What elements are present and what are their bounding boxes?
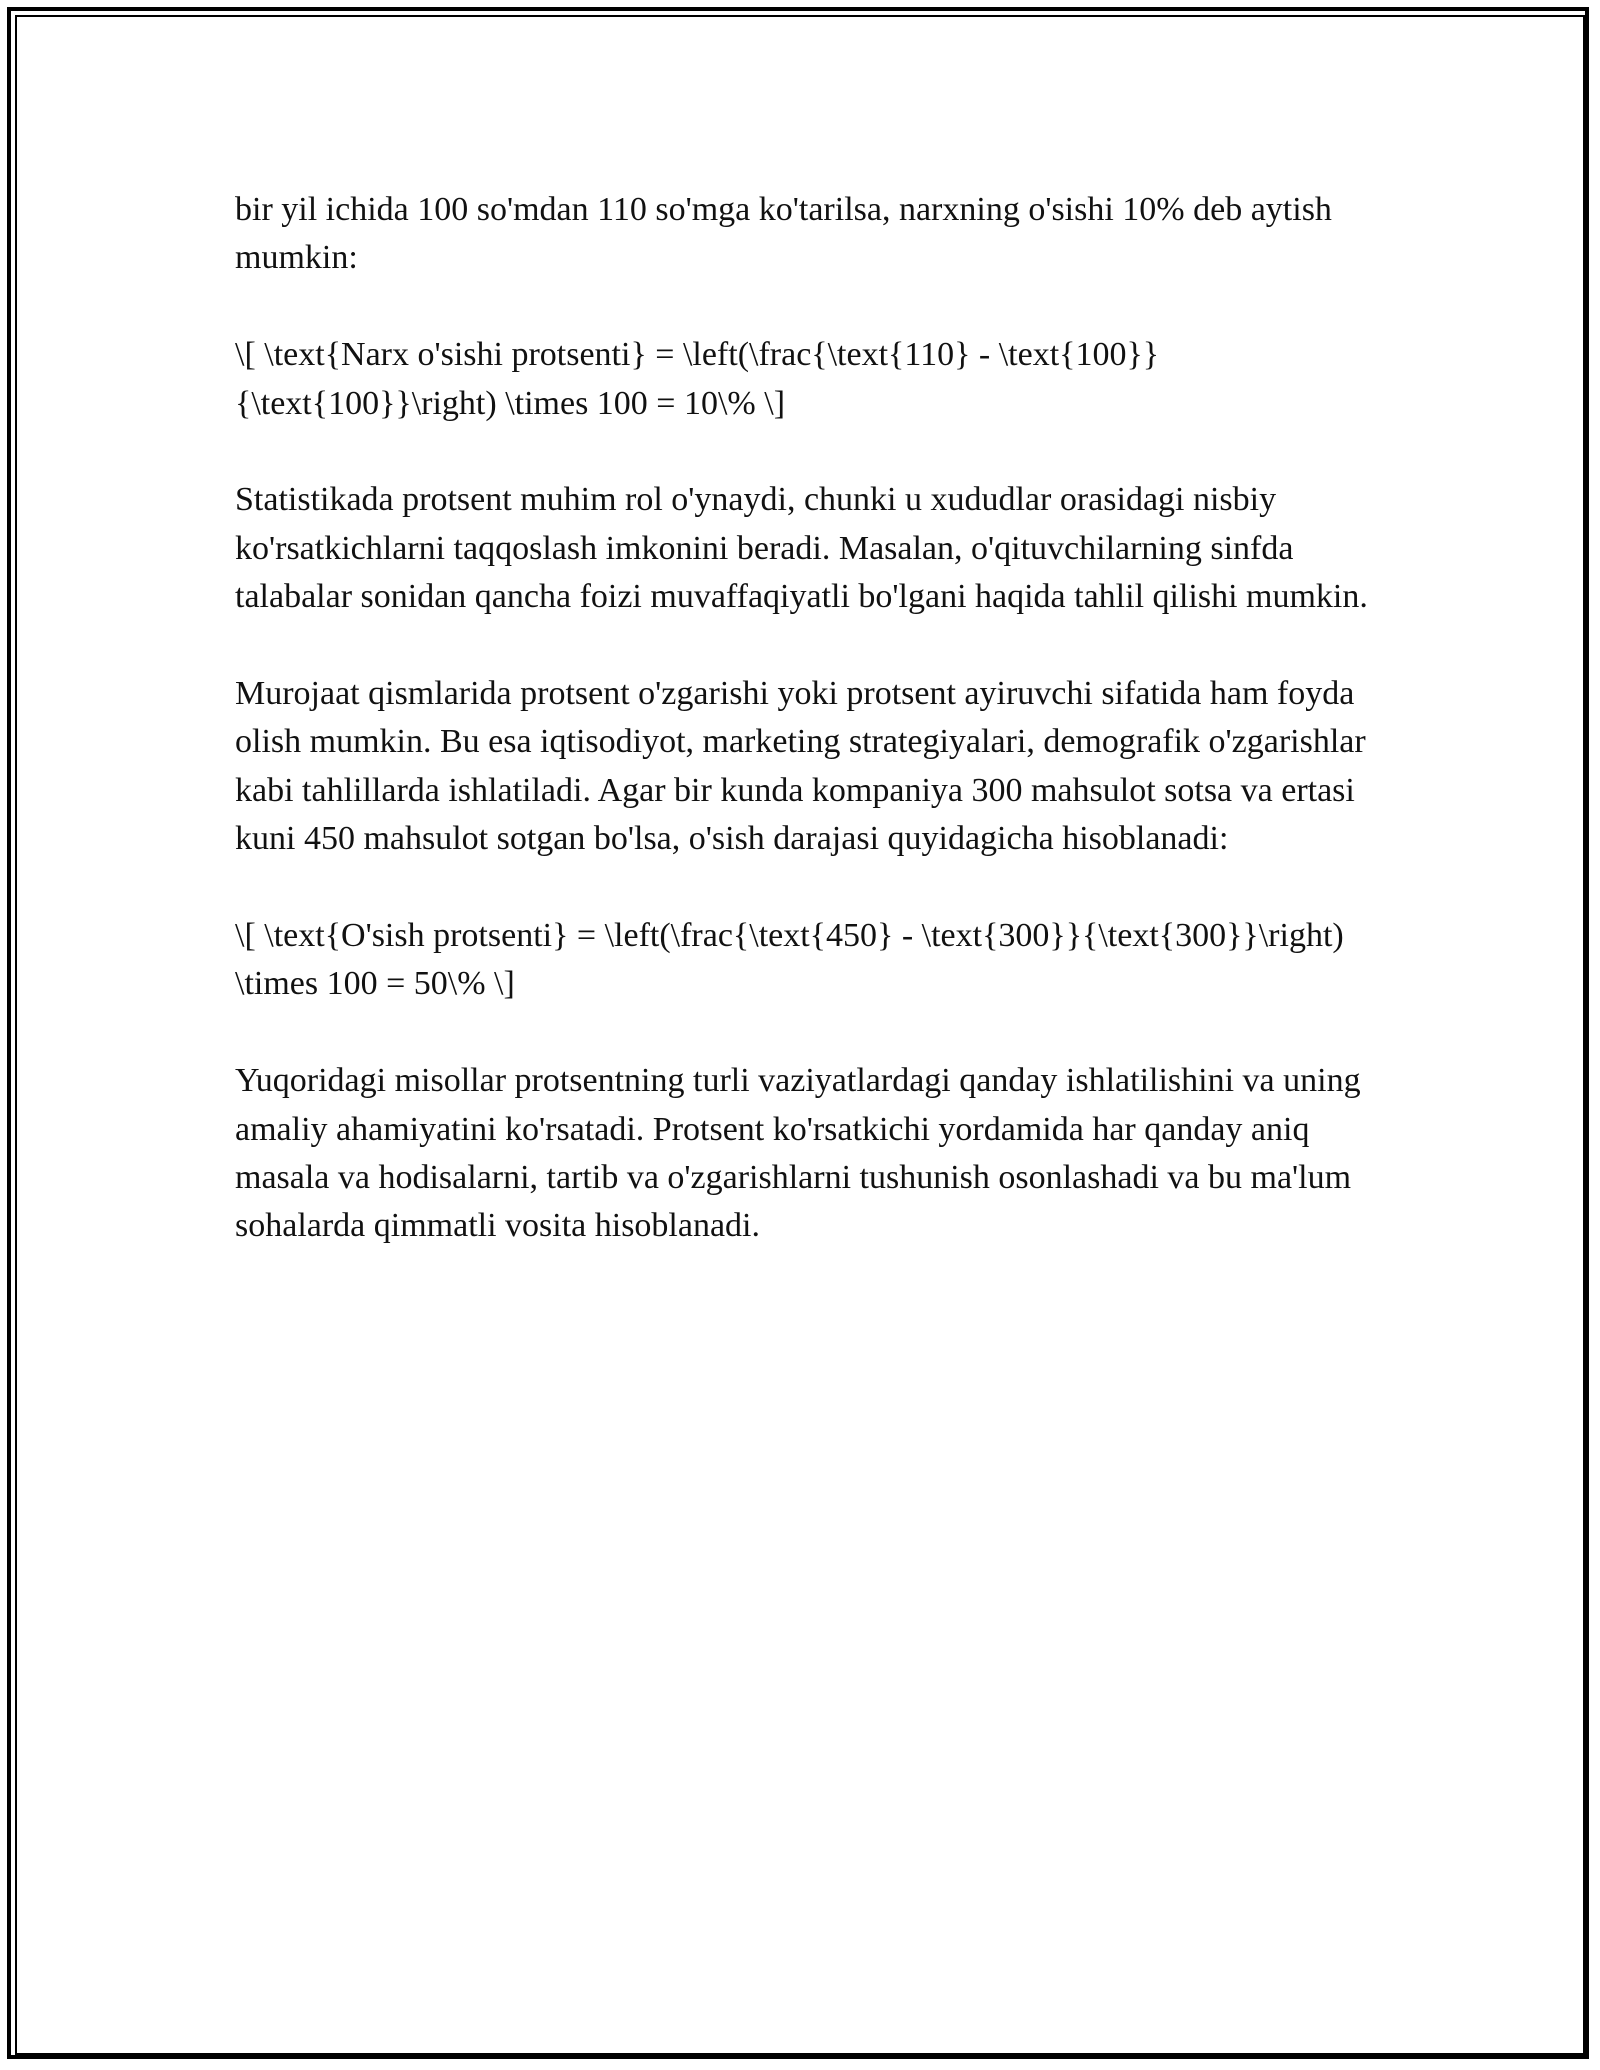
document-body: [235, 186, 1370, 1299]
formula-sales-growth: \[ \text{O'sish protsenti} = \left(\frac{\text{450} - \text{300}}{\text{300}}\right) \times 100 = 50\% \]: [235, 917, 1344, 1003]
paragraph-conclusion: Yuqoridagi misollar protsentning turli vaziyatlardagi qanday ishlatilishini va uning amaliy ahamiyatini ko'rsatadi. Protsent ko'rsatkichi yordamida har qanday aniq masala va hodisalarni, tartib va o'zgarishlarni tushunish osonlashadi va bu ma'lum sohalarda qimmatli vosita hisoblanadi.: [235, 1062, 1361, 1245]
paragraph-statistics: Statistikada protsent muhim rol o'ynaydi, chunki u xududlar orasidagi nisbiy ko'rsatkichlarni taqqoslash imkonini beradi. Masalan, o'qituvchilarning sinfda talabalar sonidan qancha foizi muvaffaqiyatli bo'lgani haqida tahlil qilishi mumkin.: [235, 481, 1368, 616]
formula-price-growth: \[ \text{Narx o'sishi protsenti} = \left(\frac{\text{110} - \text{100}}{\text{100}}\right) \times 100 = 10\% \]: [235, 336, 1160, 422]
paragraph-percent-change: Murojaat qismlarida protsent o'zgarishi yoki protsent ayiruvchi sifatida ham foyda olish mumkin. Bu esa iqtisodiyot, marketing strategiyalari, demografik o'zgarishlar kabi tahlillarda ishlatiladi. Agar bir kunda kompaniya 300 mahsulot sotsa va ertasi kuni 450 mahsulot sotgan bo'lsa, o'sish darajasi quyidagicha hisoblanadi:: [235, 675, 1366, 858]
paragraph-price-example: bir yil ichida 100 so'mdan 110 so'mga ko'tarilsa, narxning o'sishi 10% deb aytish mumkin:: [235, 191, 1332, 277]
